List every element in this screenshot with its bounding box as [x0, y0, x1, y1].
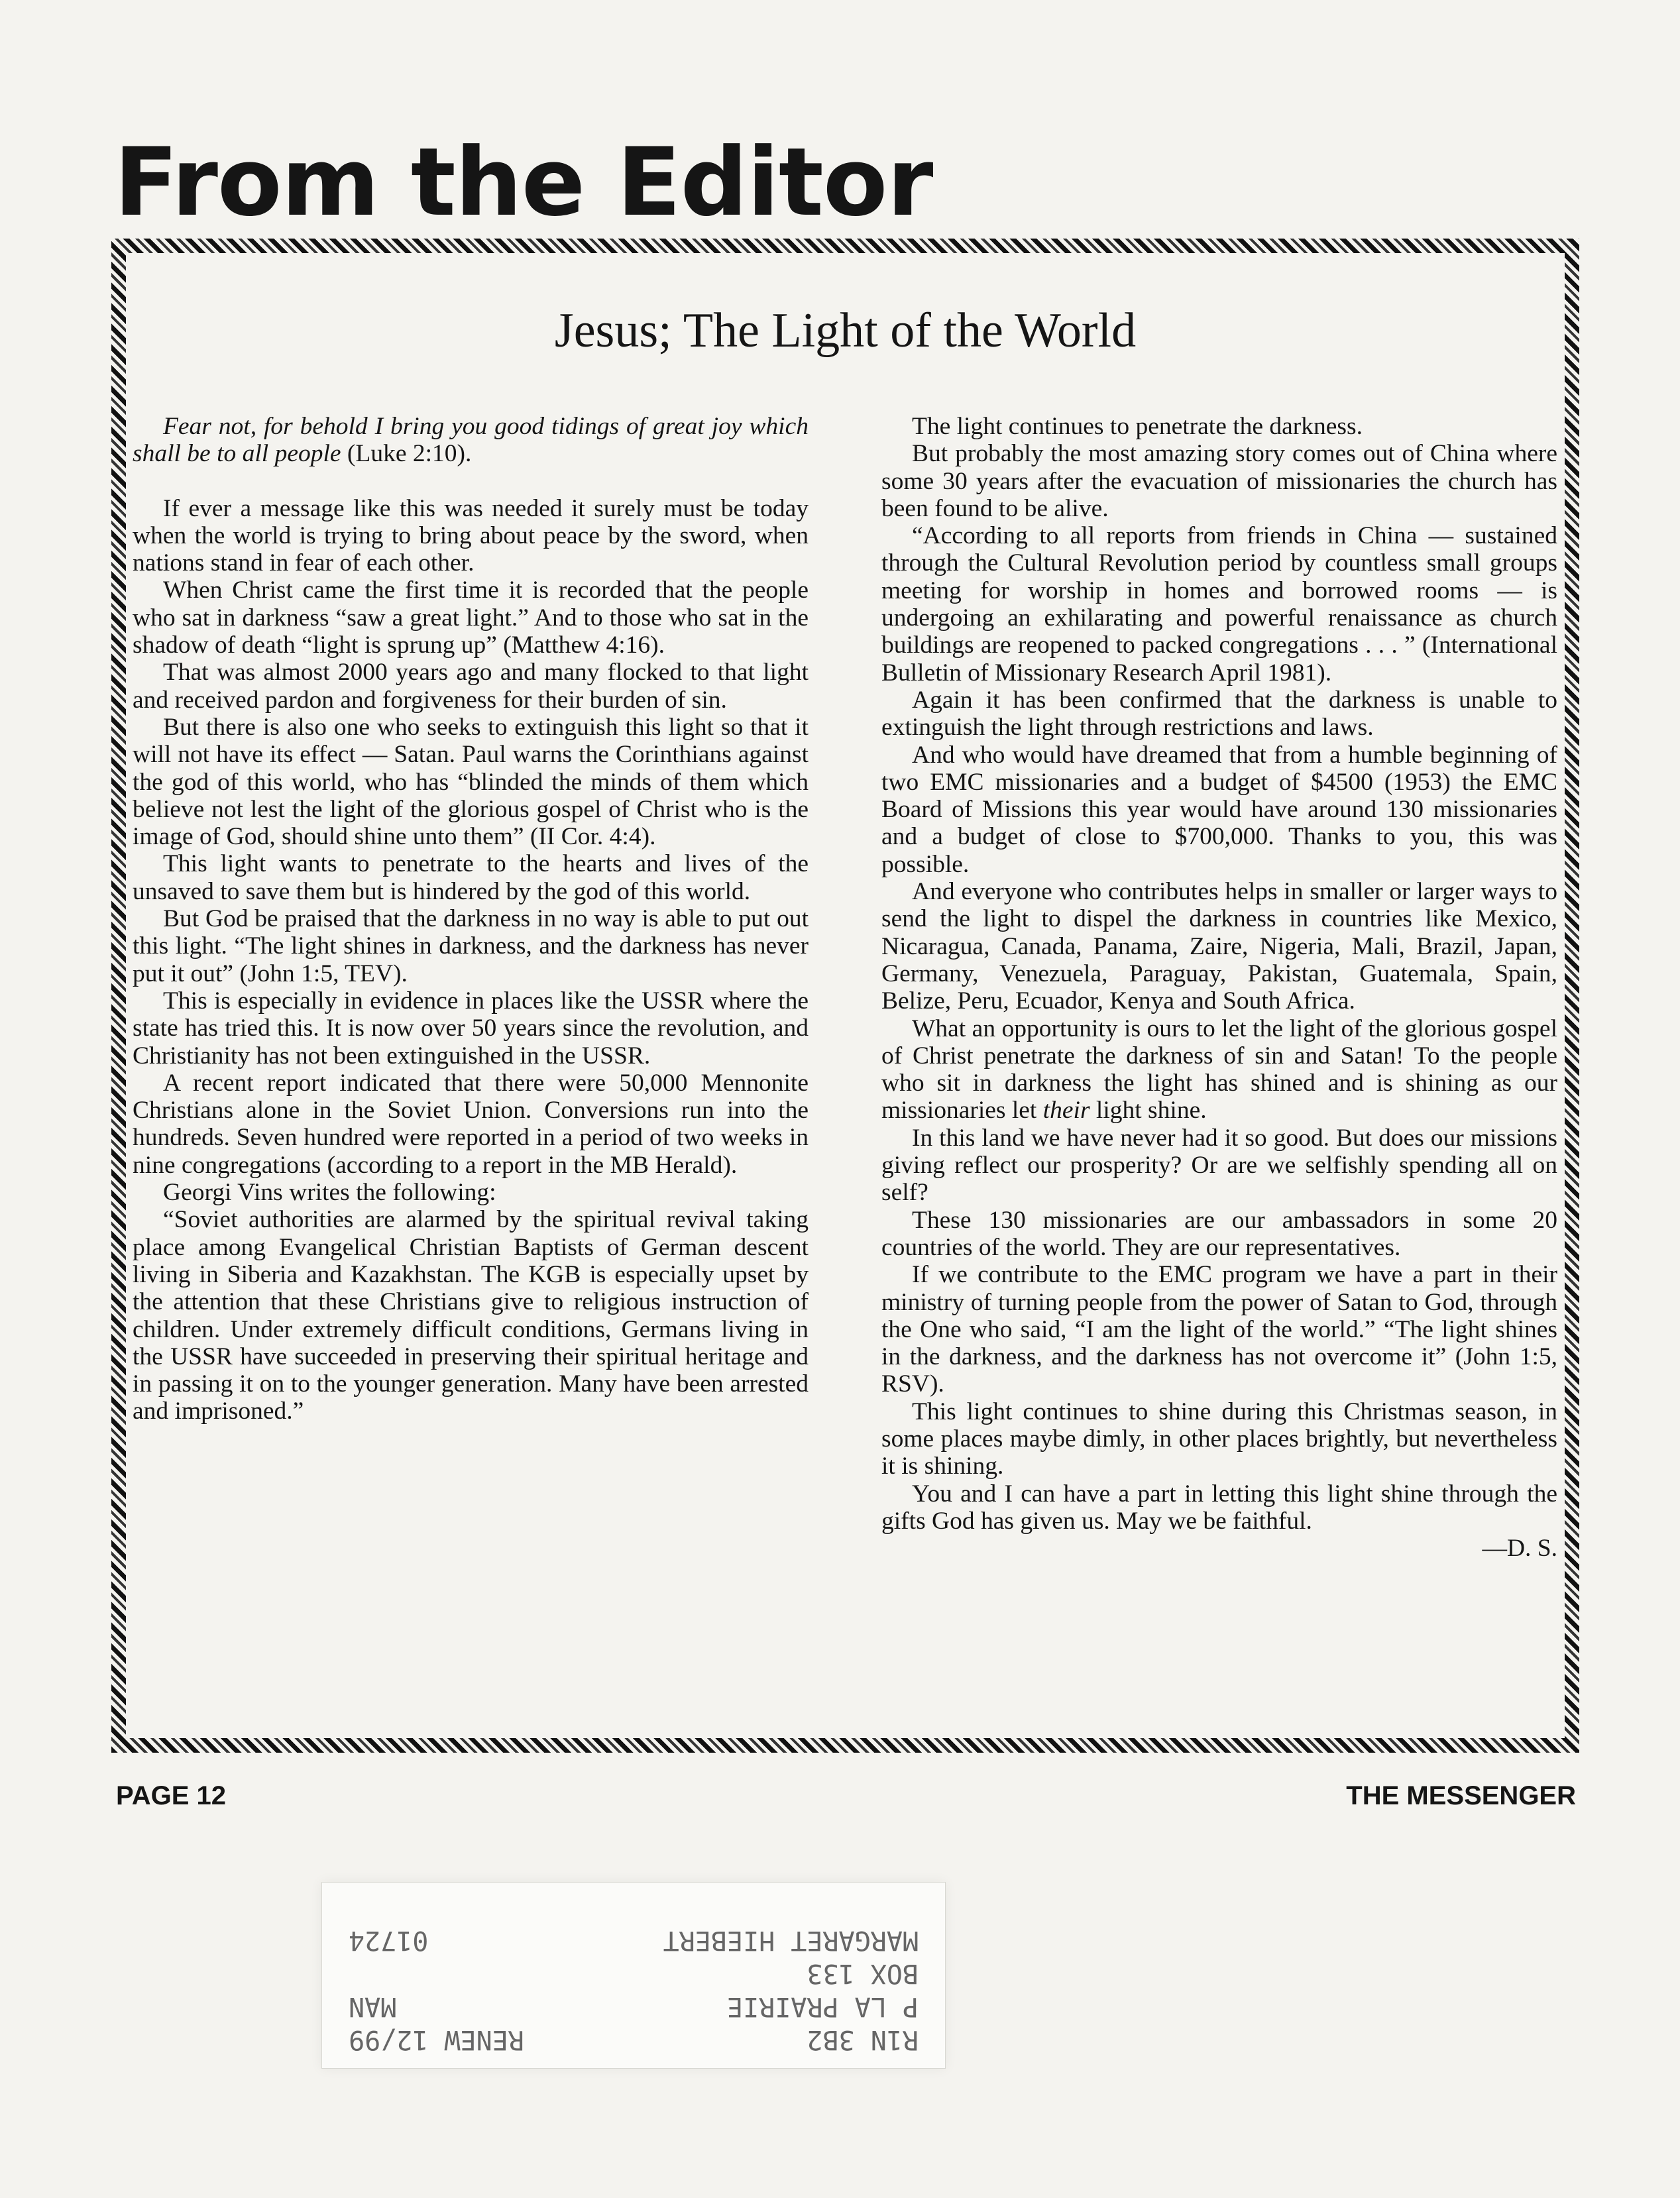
- paragraph: A recent report indicated that there were 50,000 Mennonite Christians alone in the Soviet Union. Conversions run into the hundreds. Seven hundred were reported in a period of two weeks in nine congregations (according to a report in the MB Herald).: [133, 1069, 809, 1179]
- label-line: [349, 1924, 919, 1957]
- paragraph: If we contribute to the EMC program we have a part in their ministry of turning people from the power of Satan to God, through the One who said, “I am the light of the world.” “The light shines in the darkness, and the darkness has not overcome it” (John 1:5, RSV).: [881, 1261, 1557, 1398]
- page-number: PAGE 12: [116, 1781, 226, 1810]
- signature: —D. S.: [1482, 1535, 1557, 1563]
- paragraph: “Soviet authorities are alarmed by the spiritual revival taking place among Evangelical Christian Baptists of German descent living in Siberia and Kazakhstan. The KGB is especially upset by the attention that these Christians give to religious instruction of children. Under extremely difficult conditions, Germans living in the USSR have succeeded in preserving their spiritual heritage and in passing it on to the younger generation. Many have been arrested and imprisoned.”: [133, 1206, 809, 1425]
- paragraph: That was almost 2000 years ago and many flocked to that light and received pardon and forgiveness for their burden of sin.: [133, 659, 809, 714]
- paragraph: And who would have dreamed that from a humble beginning of two EMC missionaries and a budget of $4500 (1953) the EMC Board of Missions this year would have around 130 missionaries and a budget of close to $700,000. Thanks to you, this was possible.: [881, 741, 1557, 878]
- paragraph: “According to all reports from friends in China — sustained through the Cultural Revolution period by countless small groups meeting for worship in homes and borrowed rooms — is undergoing an exhilarating and powerful renaissance as church buildings are reopened to packed congregations . . . ” (International Bulletin of Missionary Research April 1981).: [881, 522, 1557, 687]
- page-title: From the Editor: [114, 128, 933, 237]
- paragraph: When Christ came the first time it is recorded that the people who sat in darkness “saw a great light.” And to those who sat in the shadow of death “light is sprung up” (Matthew 4:16).: [133, 577, 809, 659]
- paragraph: And everyone who contributes helps in smaller or larger ways to send the light to dispel the darkness in countries like Mexico, Nicaragua, Canada, Panama, Zaire, Nigeria, Mali, Brazil, Japan, Germany, Venezuela, Paraguay, Pakistan, Guatemala, Spain, Belize, Peru, Ecuador, Kenya and South Africa.: [881, 878, 1557, 1015]
- quote-reference: (Luke 2:10).: [341, 440, 472, 468]
- label-line: [349, 1957, 919, 1990]
- quote-text: Fear not, for behold I bring you good tidings of great joy which shall be to all people: [133, 413, 809, 468]
- renewal-date: RENEW 12/99: [349, 2024, 524, 2055]
- subscriber-name: MARGARET HIEBERT: [663, 1925, 919, 1955]
- paragraph: But probably the most amazing story comes out of China where some 30 years after the evacuation of missionaries the church has been found to be alive.: [881, 440, 1557, 522]
- article-title: Jesus; The Light of the World: [554, 303, 1137, 358]
- paragraph: But God be praised that the darkness in no way is able to put out this light. “The light shines in darkness, and the darkness has never put it out” (John 1:5, TEV).: [133, 905, 809, 987]
- paragraph: This is especially in evidence in places like the USSR where the state has tried this. It is now over 50 years since the revolution, and Christianity has not been extinguished in the USSR.: [133, 987, 809, 1070]
- paragraph: This light continues to shine during this Christmas season, in some places maybe dimly, in other places brightly, but nevertheless it is shining.: [881, 1398, 1557, 1480]
- paragraph: You and I can have a part in letting this light shine through the gifts God has given us. May we be faithful.: [881, 1480, 1557, 1535]
- paragraph-text: light shine.: [1090, 1097, 1207, 1125]
- label-line: [349, 1990, 919, 2023]
- emphasis-text: their: [1042, 1097, 1090, 1125]
- paragraph: In this land we have never had it so good. But does our missions giving reflect our prosperity? Or are we selfishly spending all on self?: [881, 1124, 1557, 1207]
- box-number: BOX 133: [807, 1958, 919, 1989]
- postal-code: R1N 3B2: [807, 2024, 919, 2055]
- paragraph-text: What an opportunity is ours to let the light of the glorious gospel of Christ penetrate the darkness of sin and Satan! To the people who sit in darkness the light has shined and is shining as our missionaries let: [881, 1015, 1557, 1125]
- mailing-label: [321, 1882, 946, 2069]
- paragraph: The light continues to penetrate the darkness.: [912, 413, 1363, 440]
- paragraph: [881, 1015, 1557, 1125]
- left-column: [133, 413, 809, 1425]
- mailing-label-text: [322, 1883, 945, 2068]
- publication-name: THE MESSENGER: [1346, 1781, 1576, 1810]
- town: P LA PRAIRIE: [727, 1991, 919, 2022]
- paragraph: But there is also one who seeks to extinguish this light so that it will not have its effect — Satan. Paul warns the Corinthians against the god of this world, who has “blinded the minds of them which believe not lest the light of the glorious gospel of Christ who is the image of God, should shine unto them” (II Cor. 4:4).: [133, 713, 809, 851]
- label-line: [349, 2023, 919, 2056]
- paragraph: If ever a message like this was needed it surely must be today when the world is trying to bring about peace by the sword, when nations stand in fear of each other.: [133, 494, 809, 577]
- right-column: [881, 413, 1557, 1562]
- paragraph: These 130 missionaries are our ambassadors in some 20 countries of the world. They are our representatives.: [881, 1206, 1557, 1261]
- scripture-quote: [133, 413, 809, 468]
- paragraph: Georgi Vins writes the following:: [163, 1179, 496, 1207]
- paragraph: Again it has been confirmed that the darkness is unable to extinguish the light through restrictions and laws.: [881, 686, 1557, 742]
- subscriber-id: 01724: [349, 1925, 429, 1955]
- province: MAN: [349, 1991, 397, 2022]
- paragraph: This light wants to penetrate to the hearts and lives of the unsaved to save them but is hindered by the god of this world.: [133, 850, 809, 905]
